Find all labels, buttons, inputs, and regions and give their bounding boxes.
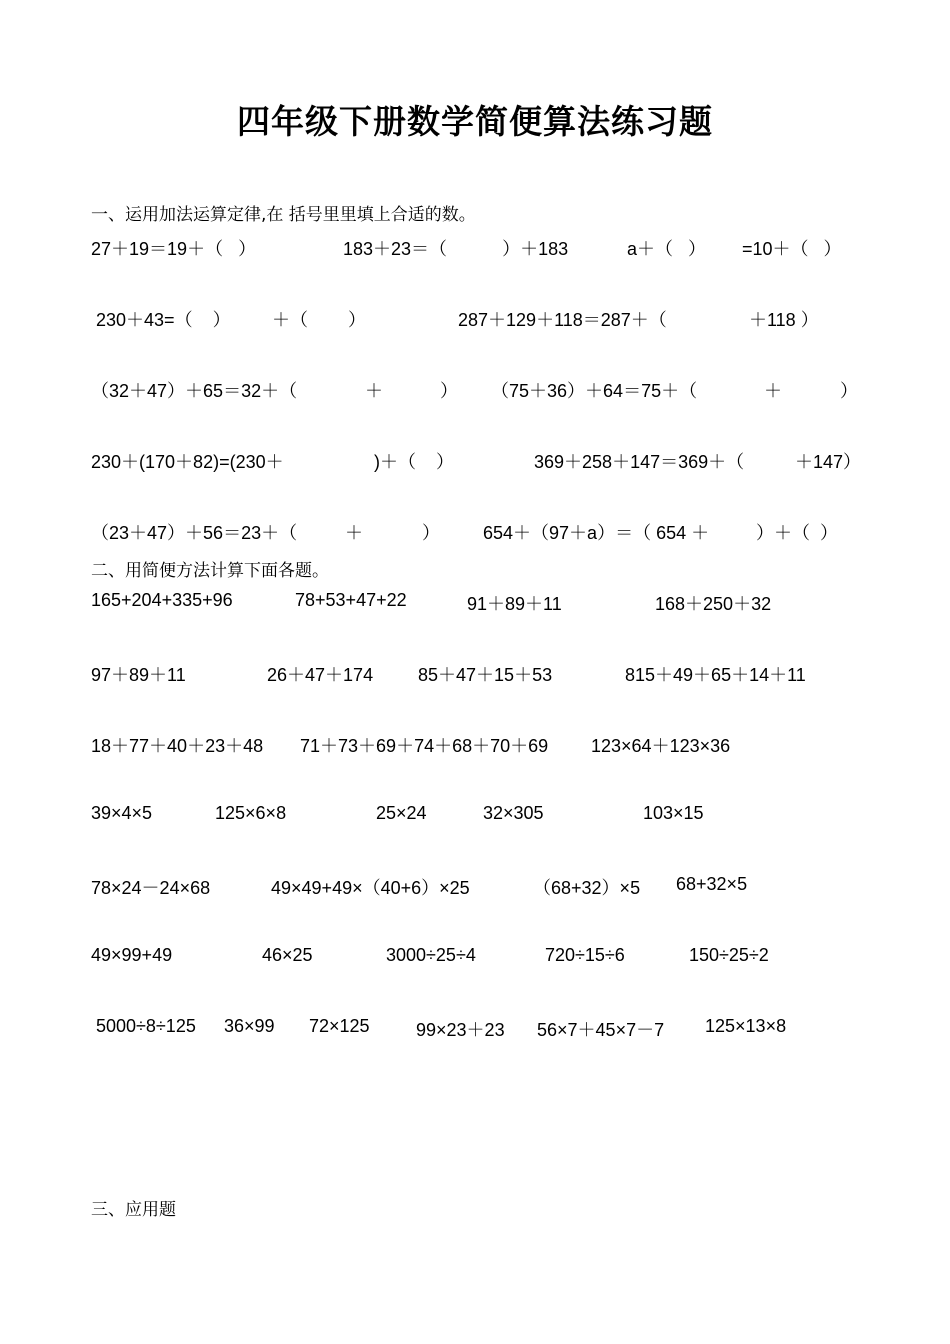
exercise-item: ）＋（ ）: [756, 523, 839, 543]
exercise-item: ＋: [764, 381, 782, 401]
exercise-item: 125×13×8: [705, 1016, 787, 1036]
exercise-item: ＋: [345, 523, 363, 543]
exercise-item: 287＋129＋118＝287＋（: [458, 310, 667, 330]
exercise-item: 230＋(170＋82)=(230＋: [91, 452, 284, 472]
exercise-item: 25×24: [376, 803, 427, 823]
exercise-item: 97＋89＋11: [91, 665, 186, 685]
exercise-item: 85＋47＋15＋53: [418, 665, 553, 685]
exercise-item: 78×24－24×68: [91, 878, 211, 898]
exercise-item: 183＋23＝（ ）＋183: [343, 239, 569, 259]
exercise-item: （68+32）×5: [533, 878, 641, 898]
exercise-item: 369＋258＋147＝369＋（: [534, 452, 745, 472]
exercise-item: 91＋89＋11: [467, 594, 562, 614]
exercise-item: ＋: [365, 381, 383, 401]
exercise-item: 230＋43=（ ）: [96, 310, 231, 330]
exercise-item: （75＋36）＋64＝75＋（: [491, 381, 698, 401]
exercise-item: 815＋49＋65＋14＋11: [625, 665, 806, 685]
section-1-heading: 一、运用加法运算定律,在 括号里里填上合适的数。: [91, 205, 476, 225]
exercise-item: 654＋（97＋a）＝（ 654 ＋: [483, 523, 710, 543]
exercise-item: 27＋19＝19＋（ ）: [91, 239, 257, 259]
exercise-item: ）: [422, 523, 440, 543]
exercise-item: 103×15: [643, 803, 704, 823]
exercise-item: 36×99: [224, 1016, 275, 1036]
exercise-item: 71＋73＋69＋74＋68＋70＋69: [300, 736, 549, 756]
exercise-item: 168＋250＋32: [655, 594, 772, 614]
exercise-item: 49×99+49: [91, 945, 173, 965]
exercise-item: 150÷25÷2: [689, 945, 769, 965]
exercise-item: 56×7＋45×7－7: [537, 1020, 665, 1040]
exercise-item: a＋（ ）: [627, 239, 707, 259]
exercise-item: （32＋47）＋65＝32＋（: [91, 381, 298, 401]
exercise-item: 123×64＋123×36: [591, 736, 731, 756]
exercise-item: 18＋77＋40＋23＋48: [91, 736, 264, 756]
exercise-item: 39×4×5: [91, 803, 153, 823]
exercise-item: 49×49+49×（40+6）×25: [271, 878, 470, 898]
exercise-item: ）: [440, 381, 458, 401]
exercise-item: 165+204+335+96: [91, 590, 233, 610]
section-2-heading: 二、用简便方法计算下面各题。: [91, 561, 329, 581]
exercise-item: 3000÷25÷4: [386, 945, 476, 965]
exercise-item: 72×125: [309, 1016, 370, 1036]
exercise-item: 32×305: [483, 803, 544, 823]
page-title: 四年级下册数学简便算法练习题: [237, 102, 713, 141]
section-3-heading: 三、应用题: [91, 1200, 176, 1220]
exercise-item: 46×25: [262, 945, 313, 965]
exercise-item: （23＋47）＋56＝23＋（: [91, 523, 298, 543]
exercise-item: 720÷15÷6: [545, 945, 625, 965]
exercise-item: 78+53+47+22: [295, 590, 407, 610]
exercise-item: ＋118 ）: [749, 310, 819, 330]
exercise-item: 68+32×5: [676, 874, 748, 894]
exercise-item: ＋（ ）: [272, 310, 367, 330]
exercise-item: 5000÷8÷125: [96, 1016, 196, 1036]
exercise-item: ＋147）: [795, 452, 862, 472]
exercise-item: 99×23＋23: [416, 1020, 505, 1040]
exercise-item: ）: [840, 381, 858, 401]
exercise-item: )＋（ ）: [374, 452, 454, 472]
exercise-item: 26＋47＋174: [267, 665, 374, 685]
exercise-item: 125×6×8: [215, 803, 287, 823]
exercise-item: =10＋（ ）: [742, 239, 842, 259]
